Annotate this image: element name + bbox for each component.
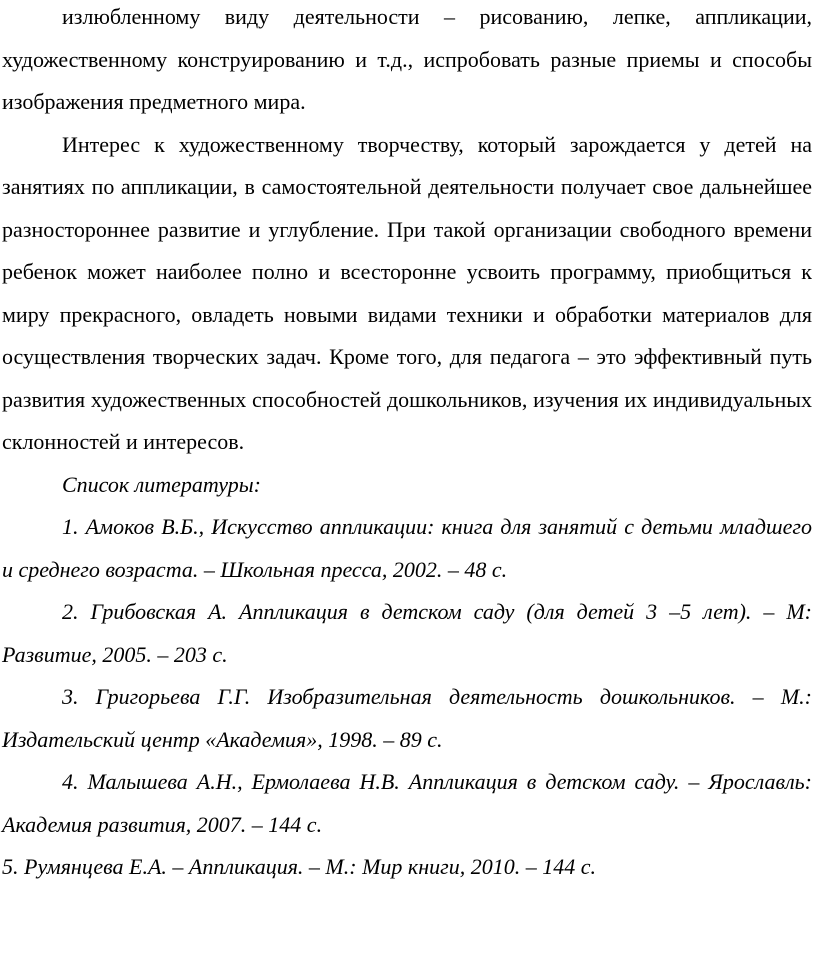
paragraph-interest: Интерес к художественному творчеству, который зарождается у детей на занятиях по аппликации, в самостоятельной деятельности получает свое дальнейшее разностороннее развитие и углубление. При такой организации свободного времени ребенок может наиболее полно и всесторонне усвоить программу, приобщиться к миру прекрасного, овладеть новыми видами техники и обработки материалов для осуществления творческих задач. Кроме того, для педагога – это эффективный путь развития художественных способностей дошкольников, изучения их индивидуальных склонностей и интересов.	[2, 131, 812, 454]
reference-item-1: 1. Амоков В.Б., Искусство аппликации: книга для занятий с детьми младшего и среднего возраста. – Школьная пресса, 2002. – 48 с.	[2, 514, 812, 582]
reference-item-4: 4. Малышева А.Н., Ермолаева Н.В. Аппликация в детском саду. – Ярославль: Академия развития, 2007. – 144 с.	[2, 769, 812, 837]
reference-item-5: 5. Румянцева Е.А. – Аппликация. – М.: Мир книги, 2010. – 144 с.	[2, 854, 596, 879]
reference-item-3: 3. Григорьева Г.Г. Изобразительная деятельность дошкольников. – М.: Издательский центр «Академия», 1998. – 89 с.	[2, 684, 812, 752]
references-heading: Список литературы:	[62, 471, 261, 497]
reference-item-2: 2. Грибовская А. Аппликация в детском саду (для детей 3 –5 лет). – М: Развитие, 2005. – 203 с.	[2, 599, 812, 667]
paragraph-continuation: излюбленному виду деятельности – рисованию, лепке, аппликации, художественному конструированию и т.д., испробовать разные приемы и способы изображения предметного мира.	[2, 4, 812, 114]
